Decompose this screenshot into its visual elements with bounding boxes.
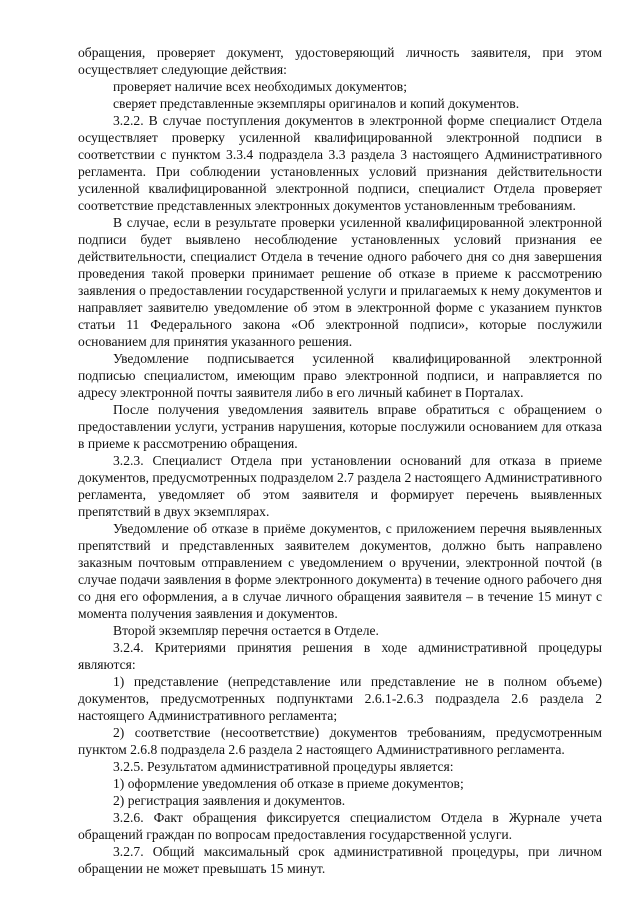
- paragraph-14: 3.2.5. Результатом административной процедуры является:: [113, 759, 454, 774]
- paragraph-5: В случае, если в результате проверки усиленной квалифицированной электронной подписи будет выявлено несоблюдение установленных условий признания ее действительности, специалист Отдела в течение одного рабочего дня со дня завершения проведения такой проверки принимает решение об отказе в приеме к рассмотрению заявления о предоставлении государственной услуги и прилагаемых к нему документов и направляет заявителю уведомление об этом в электронной форме с указанием пунктов статьи 11 Федерального закона «Об электронной подписи», которые послужили основанием для принятия указанного решения.: [78, 215, 602, 349]
- paragraph-17: 3.2.6. Факт обращения фиксируется специалистом Отдела в Журнале учета обращений граждан по вопросам предоставления государственной услуги.: [78, 810, 602, 842]
- paragraph-12: 1) представление (непредставление или представление не в полном объеме) документов, предусмотренных подпунктами 2.6.1-2.6.3 подраздела 2.6 раздела 2 настоящего Административного регламента;: [78, 674, 602, 723]
- paragraph-2: проверяет наличие всех необходимых документов;: [113, 79, 407, 94]
- paragraph-7: После получения уведомления заявитель вправе обратиться с обращением о предоставлении услуги, устранив нарушения, которые послужили основанием для отказа в приеме к рассмотрению обращения.: [78, 402, 602, 451]
- paragraph-1: обращения, проверяет документ, удостоверяющий личность заявителя, при этом осуществляет следующие действия:: [78, 45, 602, 77]
- paragraph-9: Уведомление об отказе в приёме документов, с приложением перечня выявленных препятствий и представленных заявителем документов, должно быть направлено заказным почтовым отправлением с уведомлением о вручении, электронной почтой (в случае подачи заявления в форме электронного документа) в течение одного рабочего дня со дня его оформления, а в случае личного обращения заявителя – в течение 15 минут с момента получения заявления и документов.: [78, 521, 602, 621]
- paragraph-18: 3.2.7. Общий максимальный срок административной процедуры, при личном обращении не может превышать 15 минут.: [78, 844, 602, 876]
- paragraph-3: сверяет представленные экземпляры оригиналов и копий документов.: [113, 96, 520, 111]
- paragraph-4: 3.2.2. В случае поступления документов в электронной форме специалист Отдела осуществляет проверку усиленной квалифицированной электронной подписи в соответствии с пунктом 3.3.4 подраздела 3.3 раздела 3 настоящего Административного регламента. При соблюдении установленных условий признания действительности усиленной квалифицированной электронной подписи, специалист Отдела проверяет соответствие представленных электронных документов установленным требованиям.: [78, 113, 602, 213]
- paragraph-6: Уведомление подписывается усиленной квалифицированной электронной подписью специалистом, имеющим право электронной подписи, и направляется по адресу электронной почты заявителя либо в его личный кабинет в Порталах.: [78, 351, 602, 400]
- paragraph-16: 2) регистрация заявления и документов.: [113, 793, 346, 808]
- paragraph-15: 1) оформление уведомления об отказе в приеме документов;: [113, 776, 464, 791]
- paragraph-13: 2) соответствие (несоответствие) документов требованиям, предусмотренным пунктом 2.6.8 подраздела 2.6 раздела 2 настоящего Административного регламента.: [78, 725, 602, 757]
- paragraph-8: 3.2.3. Специалист Отдела при установлении оснований для отказа в приеме документов, предусмотренных подразделом 2.7 раздела 2 настоящего Административного регламента, уведомляет об этом заявителя и формирует перечень выявленных препятствий в двух экземплярах.: [78, 453, 603, 519]
- paragraph-11: 3.2.4. Критериями принятия решения в ходе административной процедуры являются:: [78, 640, 602, 672]
- paragraph-10: Второй экземпляр перечня остается в Отделе.: [113, 623, 379, 638]
